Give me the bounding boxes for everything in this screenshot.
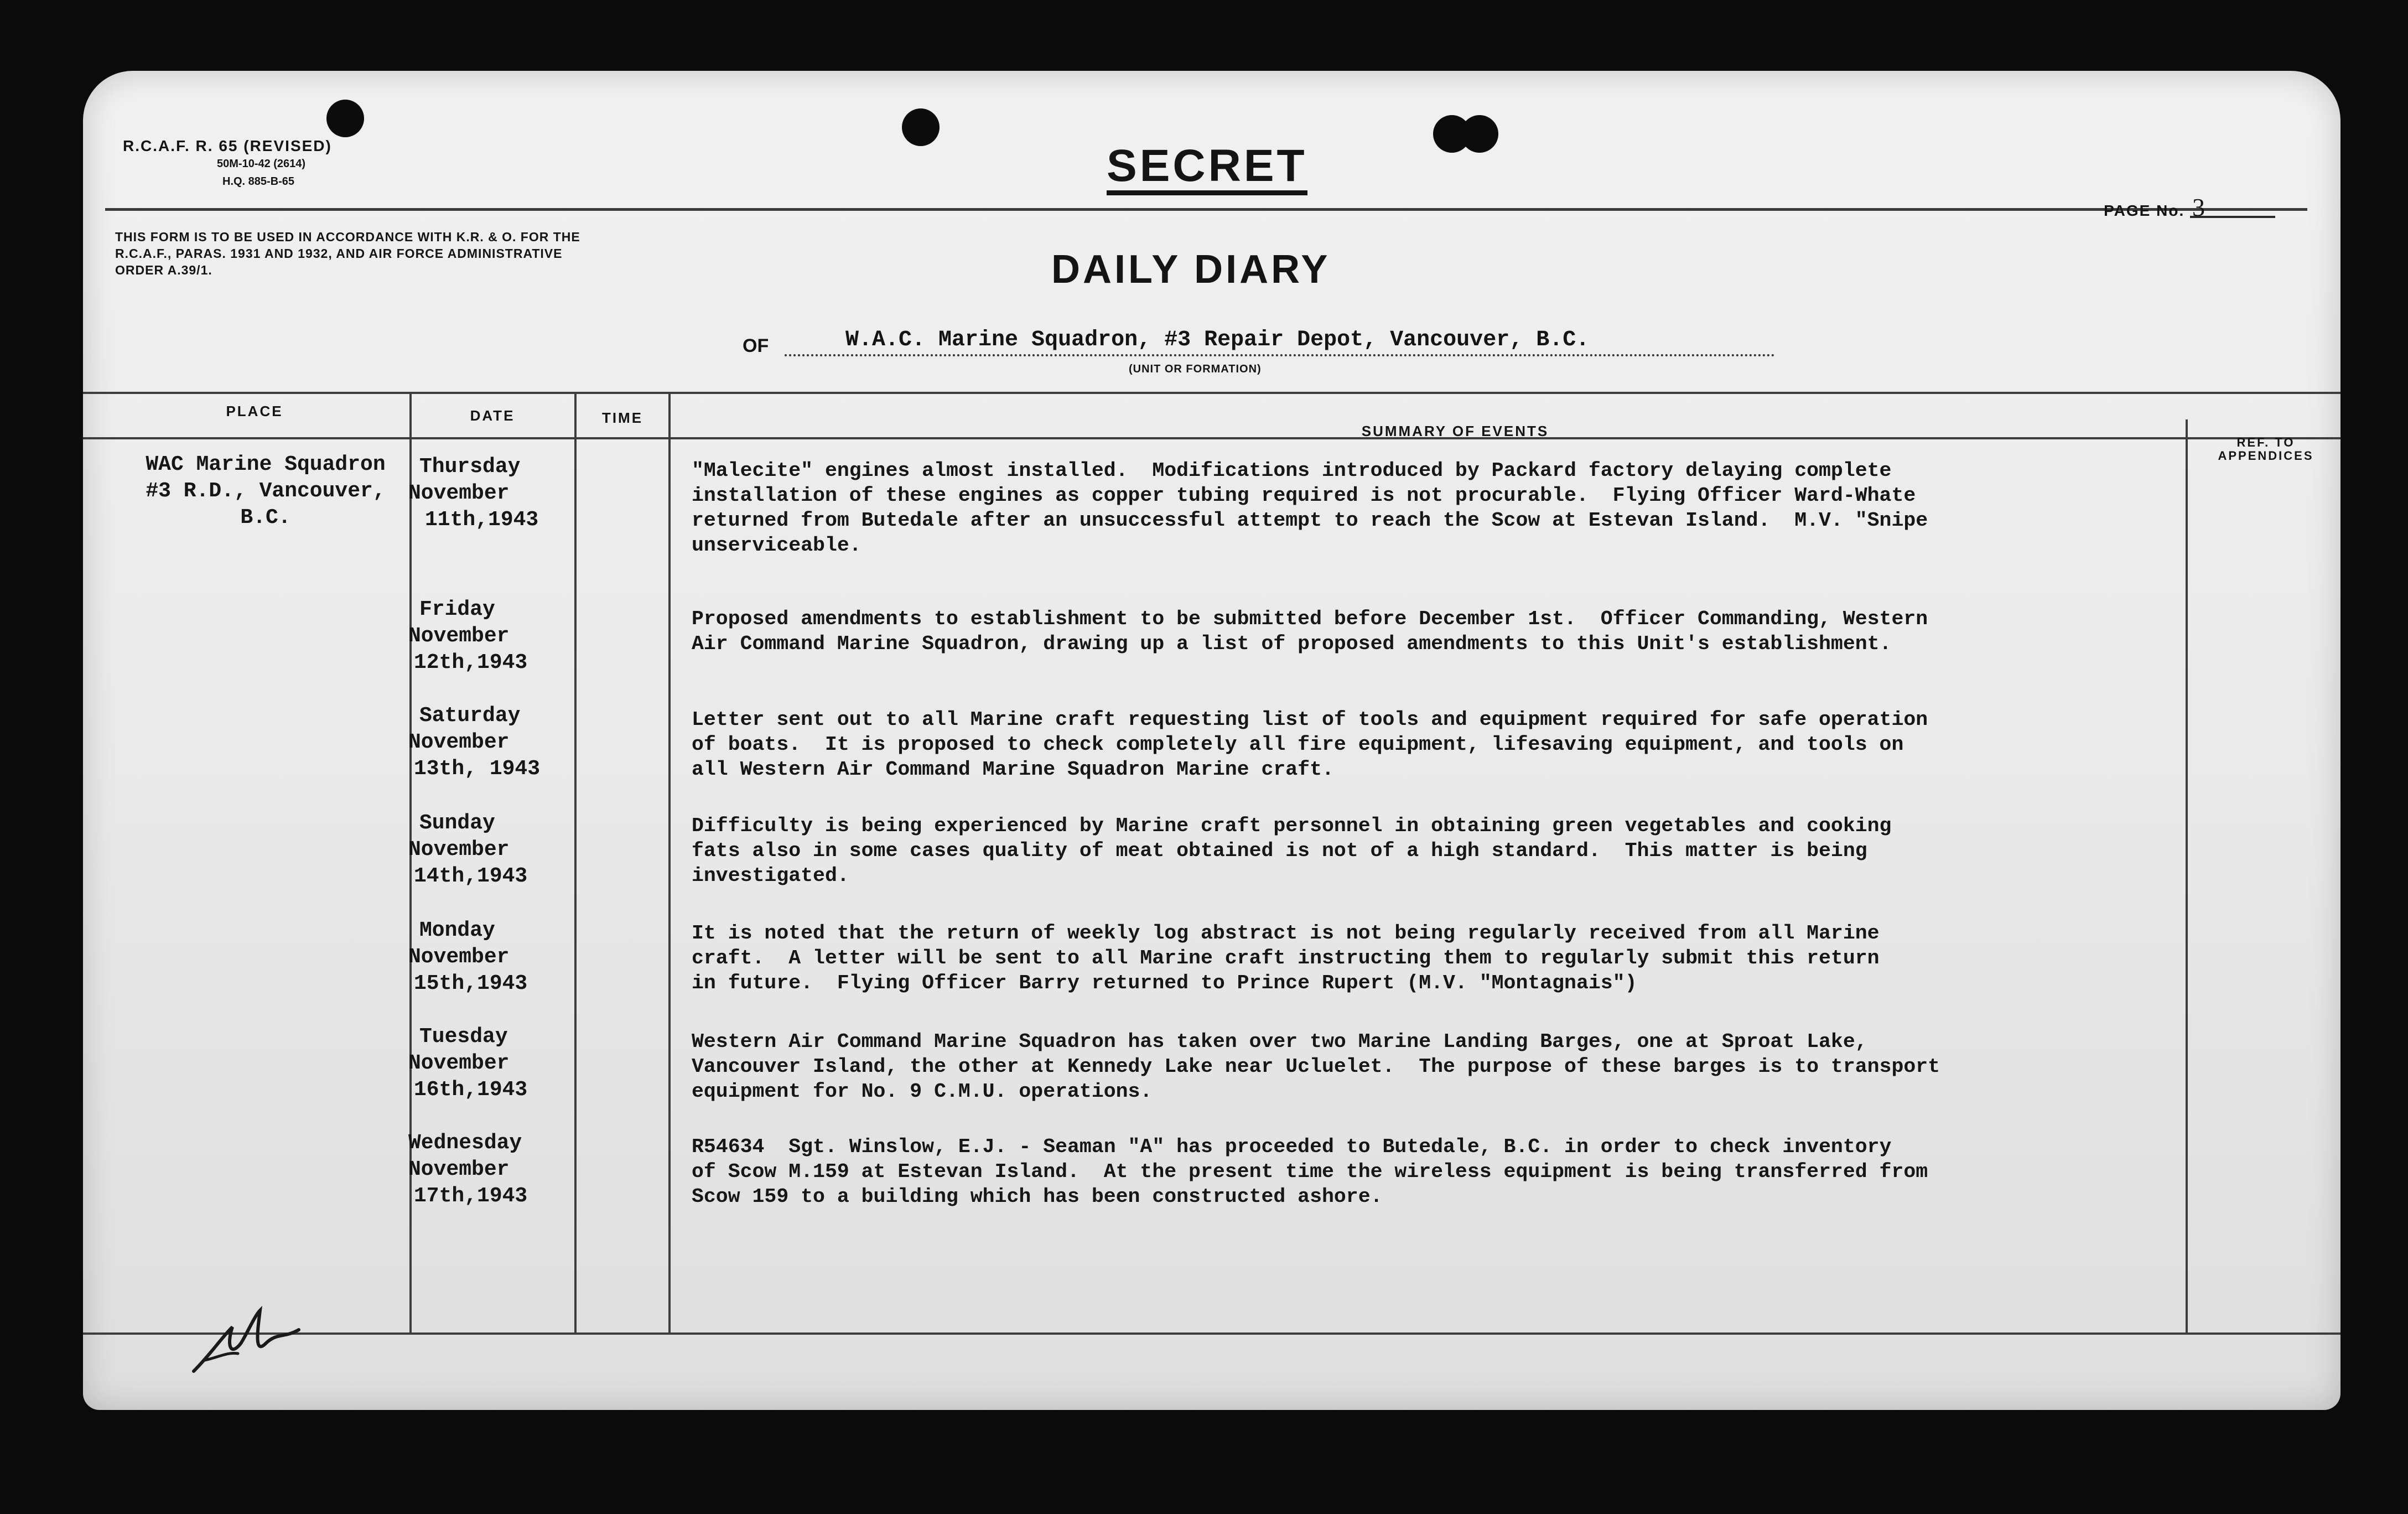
document-title: DAILY DIARY: [1051, 247, 1331, 292]
date-weekday: Monday: [419, 919, 495, 942]
summary-entry: R54634 Sgt. Winslow, E.J. - Seaman "A" has proceeded to Butedale, B.C. in order to check inventory of Scow M.159 at Estevan Island. At the present time the wireless equipment is being transferred from Scow 159 to a building which has been constructed ashore.: [692, 1136, 1928, 1208]
date-cell: [408, 703, 574, 782]
summary-entry: It is noted that the return of weekly log abstract is not being regularly received from all Marine craft. A letter will be sent to all Marine craft instructing them to regularly submit this return in future. Flying Officer Barry returned to Prince Rupert (M.V. "Montagnais"): [692, 922, 1880, 994]
form-reference-line: R.C.A.F. R. 65 (REVISED): [123, 137, 332, 154]
date-weekday: Saturday: [419, 704, 521, 728]
table-bottom-rule: [83, 1332, 2340, 1335]
date-cell: [408, 1024, 574, 1103]
header-rule: [105, 208, 2307, 211]
form-reference: [123, 137, 332, 190]
punch-hole-4: [1461, 115, 1498, 153]
date-month: November: [408, 1158, 510, 1181]
classification-marking: SECRET: [1107, 142, 1307, 195]
date-month: November: [408, 1051, 510, 1075]
column-divider: [2186, 419, 2188, 1332]
date-weekday: Sunday: [419, 811, 495, 835]
date-day: 16th,1943: [414, 1078, 528, 1102]
date-cell: [408, 810, 574, 890]
page-number-label: PAGE No.: [2104, 202, 2185, 219]
date-weekday: Wednesday: [408, 1131, 522, 1155]
column-divider: [574, 392, 577, 1332]
date-cell: [408, 917, 574, 997]
column-header-appendices: [2191, 436, 2340, 463]
place-line: B.C.: [240, 506, 291, 530]
diary-sheet: [83, 71, 2340, 1410]
handwritten-initials-signature: [188, 1305, 310, 1382]
appendices-header-line: REF. TO: [2236, 435, 2295, 449]
date-day: 12th,1943: [414, 651, 528, 675]
date-weekday: Tuesday: [419, 1025, 508, 1049]
date-day: 11th,1943: [425, 508, 539, 532]
place-line: WAC Marine Squadron: [146, 453, 386, 476]
unit-name: W.A.C. Marine Squadron, #3 Repair Depot, Vancouver, B.C.: [785, 326, 1775, 356]
summary-entry: Proposed amendments to establishment to be submitted before December 1st. Officer Commanding, Western Air Command Marine Squadron, drawing up a list of proposed amendments to this Unit's establishment.: [692, 608, 1928, 655]
summary-entry: Western Air Command Marine Squadron has taken over two Marine Landing Barges, one at Sproat Lake, Vancouver Island, the other at Kennedy Lake near Ucluelet. The purpose of these barges is to transport equipment for No. 9 C.M.U. operations.: [692, 1030, 1940, 1103]
column-header-place: PLACE: [226, 403, 283, 419]
column-divider: [668, 392, 671, 1332]
date-cell: [408, 1130, 574, 1210]
appendices-header-line: APPENDICES: [2218, 449, 2314, 463]
page-number-value: 3: [2190, 199, 2275, 218]
unit-caption: (UNIT OR FORMATION): [1129, 363, 1262, 375]
summary-entry: "Malecite" engines almost installed. Modifications introduced by Packard factory delaying complete installation of these engines as copper tubing required is not procurable. Flying Officer Ward-Whate returned from Butedale after an unsuccessful attempt to reach the Scow at Estevan Island. M.V. "Snipe unserviceable.: [692, 459, 1928, 557]
date-day: 14th,1943: [414, 864, 528, 888]
date-day: 17th,1943: [414, 1184, 528, 1208]
date-month: November: [408, 624, 510, 648]
date-weekday: Thursday: [419, 455, 521, 479]
column-header-time: TIME: [601, 409, 643, 426]
date-month: November: [408, 945, 510, 969]
form-reference-line: H.Q. 885-B-65: [222, 175, 295, 188]
date-month: November: [408, 838, 510, 862]
date-month: November: [408, 481, 510, 505]
unit-of-label: OF: [743, 335, 769, 356]
summary-entry: Difficulty is being experienced by Marine craft personnel in obtaining green vegetables and cooking fats also in some cases quality of meat obtained is not of a high standard. This matter is being investigated.: [692, 815, 1892, 887]
column-header-date: DATE: [470, 407, 515, 424]
date-month: November: [408, 730, 510, 754]
table-top-rule: [83, 392, 2340, 394]
summary-entry: Letter sent out to all Marine craft requesting list of tools and equipment required for safe operation of boats. It is proposed to check completely all fire equipment, lifesaving equipment, and tools on all Western Air Command Marine Squadron Marine craft.: [692, 708, 1928, 781]
punch-hole-1: [326, 100, 364, 137]
date-weekday: Friday: [419, 598, 495, 621]
date-day: 13th, 1943: [414, 757, 541, 781]
form-instructions: THIS FORM IS TO BE USED IN ACCORDANCE WITH K.R. & O. FOR THE R.C.A.F., PARAS. 1931 AND 1932, AND AIR FORCE ADMINISTRATIVE ORDER A.39/1.: [115, 230, 580, 277]
place-cell: [130, 452, 401, 531]
column-header-summary: SUMMARY OF EVENTS: [1361, 423, 1549, 439]
punch-hole-2: [902, 108, 940, 146]
page-number: [2104, 193, 2275, 221]
date-cell: [408, 454, 574, 533]
date-day: 15th,1943: [414, 972, 528, 995]
place-line: #3 R.D., Vancouver,: [146, 479, 386, 503]
form-reference-line: 50M-10-42 (2614): [217, 158, 306, 170]
date-cell: [408, 597, 574, 676]
